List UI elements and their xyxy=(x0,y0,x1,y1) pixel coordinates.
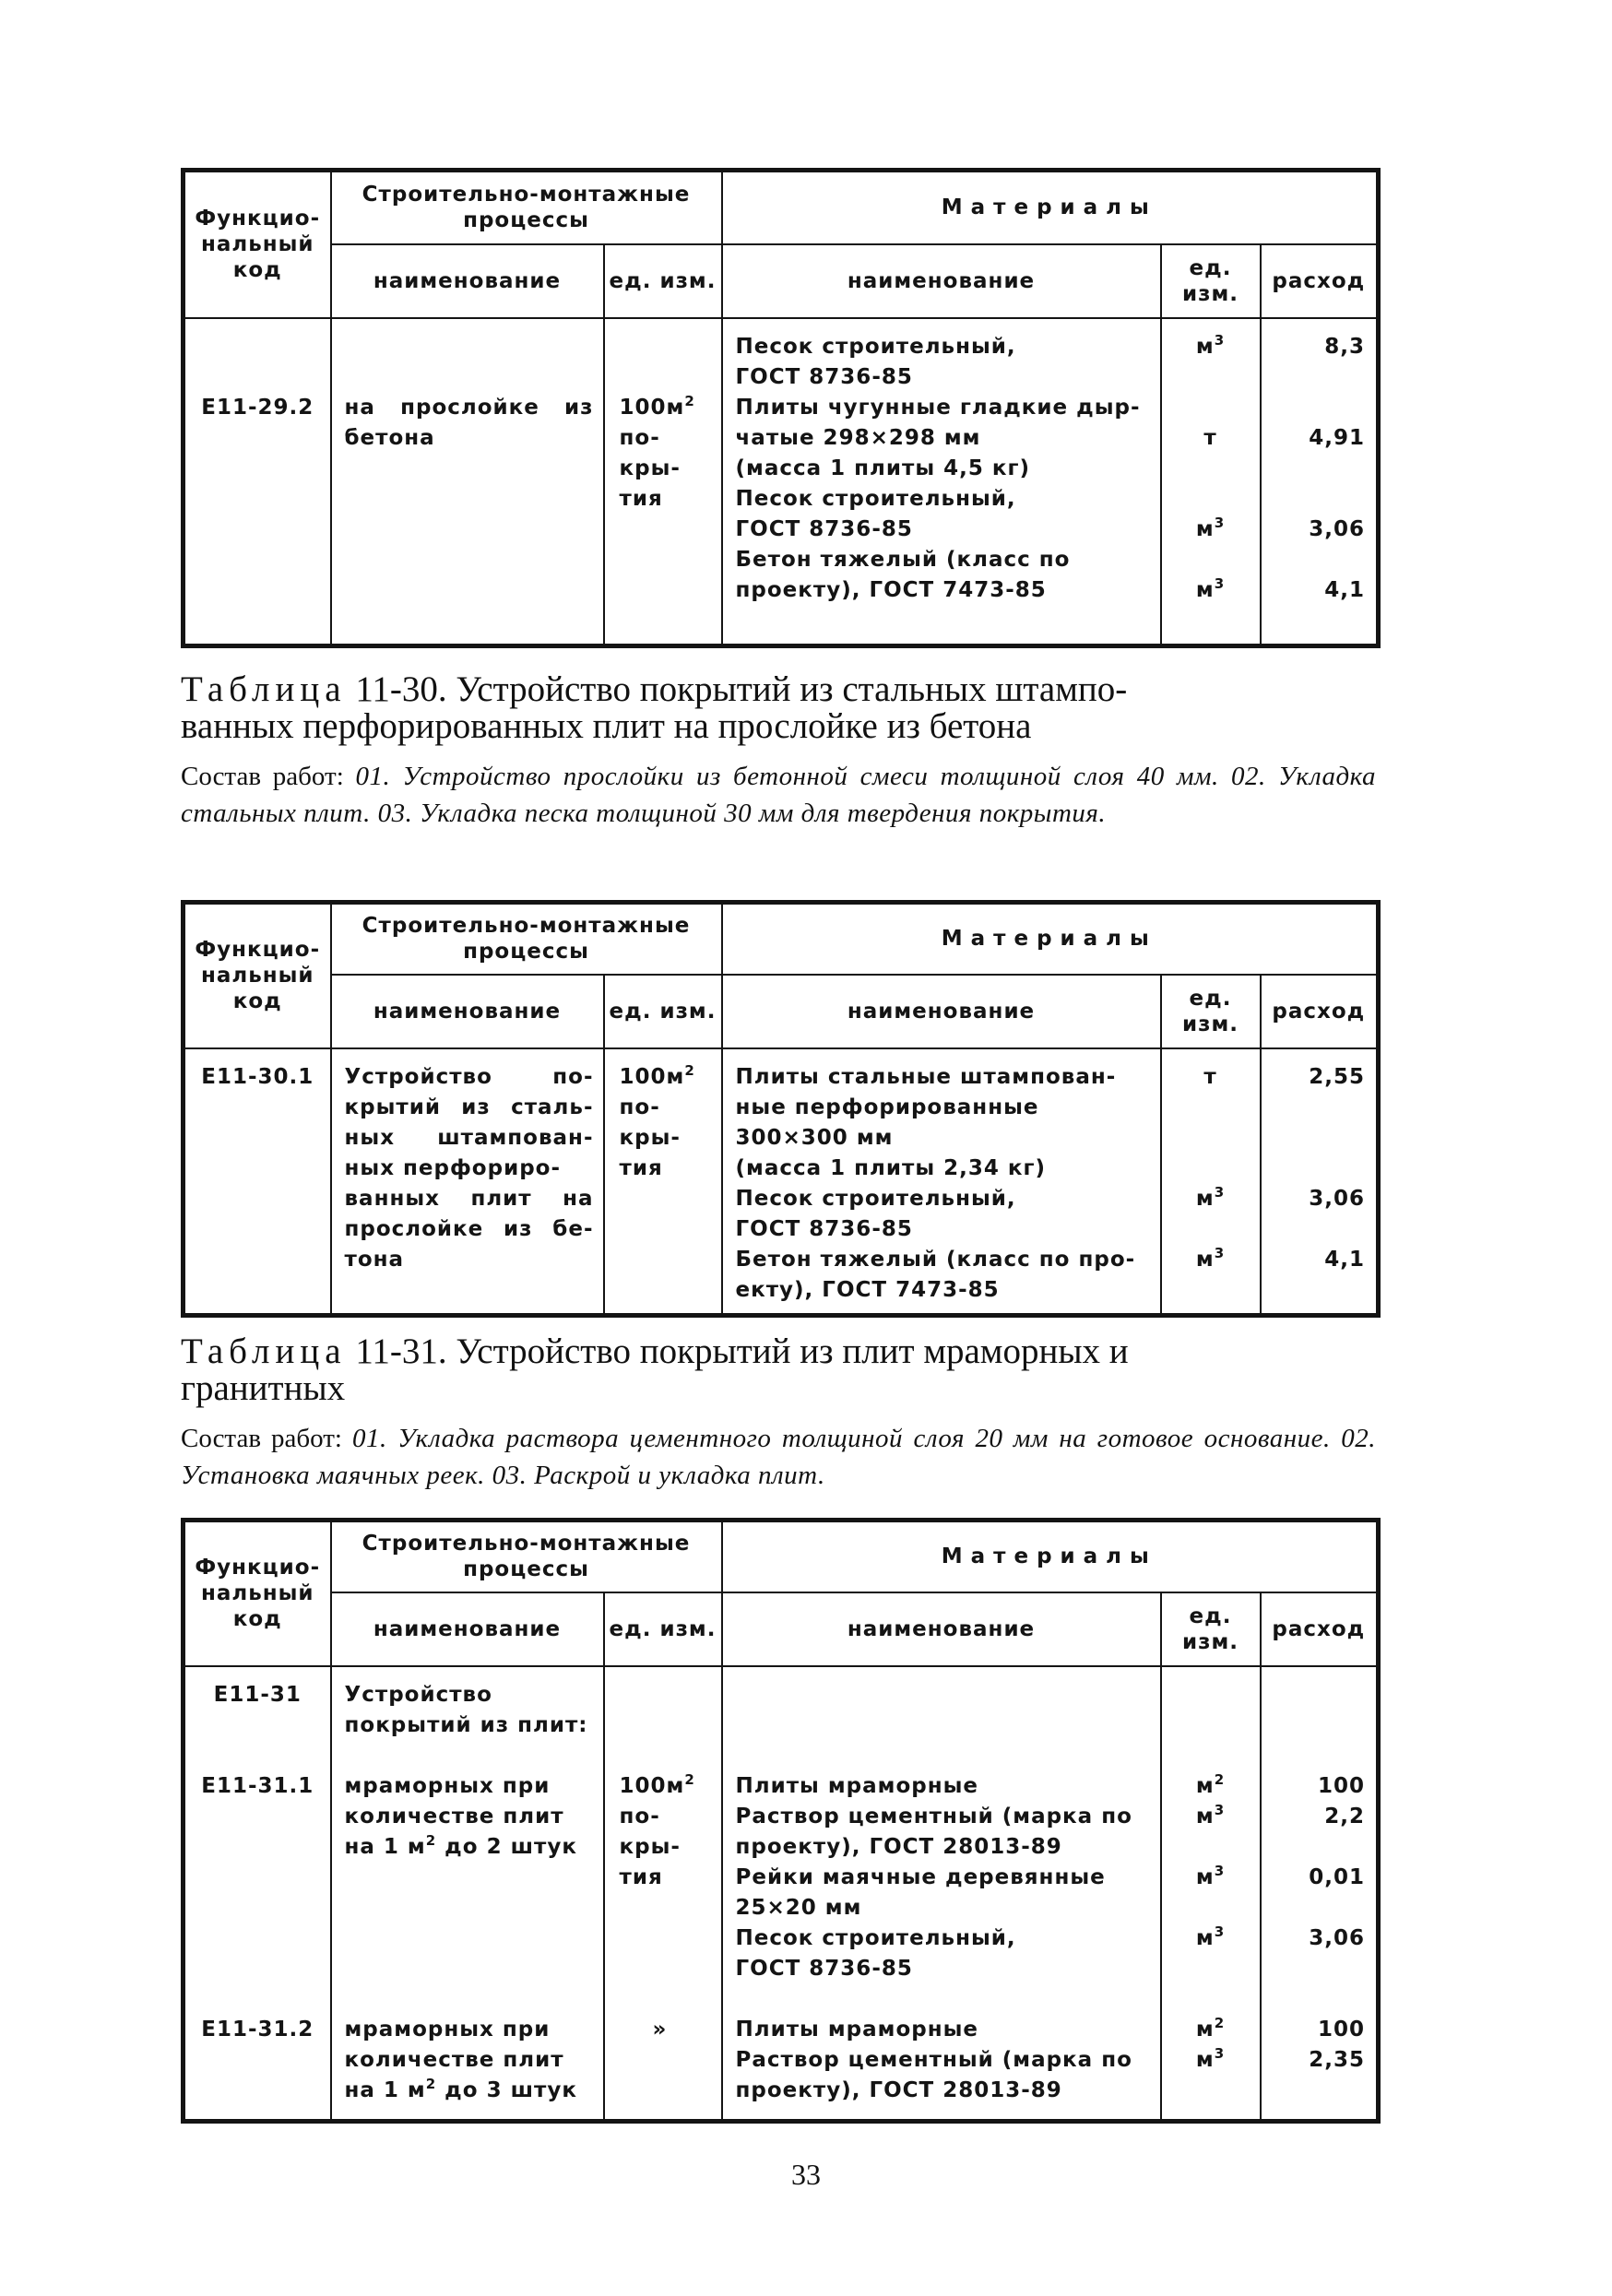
table-11-31 xyxy=(181,1518,1381,2124)
header-materials: Материалы xyxy=(722,1521,1379,1592)
row-code: Е11-29.2 xyxy=(184,318,331,646)
materials-list: Песок строительный, ГОСТ 8736-85 Плиты чугунные гладкие дыр- чатые 298×298 мм (масса 1 плиты 4,5 кг) Песок строительный, ГОСТ 8736-85 Бетон тяжелый (класс по проекту), ГОСТ 7473-85 xyxy=(722,318,1161,646)
row-process: Устройство по- крытий из сталь- ных штампован- ных перфориро- ванных плит на прослойке из бе- тона xyxy=(331,1048,604,1316)
header-code: Функцио-нальный код xyxy=(184,1521,331,1666)
row-process: на прослойке из бетона xyxy=(331,318,604,646)
header-process: Строительно-монтажные процессы xyxy=(331,903,722,975)
header-consumption: расход xyxy=(1261,975,1379,1048)
materials-units: т $м^3$ $м^3$ xyxy=(1161,1048,1261,1316)
materials-values: 2,55 3,06 4,1 xyxy=(1261,1048,1379,1316)
header-consumption: расход xyxy=(1261,244,1379,318)
header-process-unit: ед. изм. xyxy=(604,1592,722,1666)
table-11-31-title: Таблица 11-31. Устройство покрытий из плит мраморных и гранитных xyxy=(181,1331,1129,1408)
row-process-unit: $100м^2$ по- кры- тия xyxy=(604,318,722,646)
row-processes: Устройство покрытий из плит: мраморных при количестве плит на 1 $м^2$ до 2 штук мраморных при количестве плит на 1 $м^2$ до 3 штук xyxy=(331,1666,604,2122)
header-code: Функцио-нальный код xyxy=(184,171,331,318)
header-consumption: расход xyxy=(1261,1592,1379,1666)
header-materials: Материалы xyxy=(722,171,1379,244)
materials-units: $м^2$ $м^3$ $м^3$ $м^3$ $м^2$ $м^3$ xyxy=(1161,1666,1261,2122)
header-material-unit: ед. изм. xyxy=(1161,975,1261,1048)
header-process: Строительно-монтажные процессы xyxy=(331,171,722,244)
row-code: Е11-30.1 xyxy=(184,1048,331,1316)
table-11-30-title: Таблица 11-30. Устройство покрытий из стальных штампо- ванных перфорированных плит на прослойке из бетона xyxy=(181,669,1128,746)
table-11-30-composition: Состав работ: 01. Устройство прослойки из бетонной смеси толщиной слоя 40 мм. 02. Укладка стальных плит. 03. Укладка песка толщиной 30 мм для твердения покрытия. xyxy=(181,762,1376,828)
materials-list: Плиты мраморные Раствор цементный (марка по проекту), ГОСТ 28013-89 Рейки маячные деревянные 25×20 мм Песок строительный, ГОСТ 8736-85 Плиты мраморные Раствор цементный (марка по проекту), ГОСТ 28013-89 xyxy=(722,1666,1161,2122)
materials-values: 8,3 4,91 3,06 4,1 xyxy=(1261,318,1379,646)
header-material-name: наименование xyxy=(722,975,1161,1048)
row-codes: Е11-31 Е11-31.1 Е11-31.2 xyxy=(184,1666,331,2122)
header-process-name: наименование xyxy=(331,244,604,318)
header-material-unit: ед. изм. xyxy=(1161,1592,1261,1666)
header-code: Функцио-нальный код xyxy=(184,903,331,1048)
header-process-unit: ед. изм. xyxy=(604,975,722,1048)
header-process-name: наименование xyxy=(331,975,604,1048)
page-number: 33 xyxy=(791,2158,821,2191)
header-material-unit: ед. изм. xyxy=(1161,244,1261,318)
table-11-31-composition: Состав работ: 01. Укладка раствора цементного толщиной слоя 20 мм на готовое основание. 02. Установка маячных реек. 03. Раскрой и укладка плит. xyxy=(181,1424,1376,1490)
header-material-name: наименование xyxy=(722,244,1161,318)
materials-list: Плиты стальные штампован- ные перфорированные 300×300 мм (масса 1 плиты 2,34 кг) Песок строительный, ГОСТ 8736-85 Бетон тяжелый (класс по про- екту), ГОСТ 7473-85 xyxy=(722,1048,1161,1316)
row-process-units: $100м^2$ по- кры- тия » xyxy=(604,1666,722,2122)
materials-values: 100 2,2 0,01 3,06 100 2,35 xyxy=(1261,1666,1379,2122)
header-materials: Материалы xyxy=(722,903,1379,975)
materials-units: $м^3$ т $м^3$ $м^3$ xyxy=(1161,318,1261,646)
header-process-unit: ед. изм. xyxy=(604,244,722,318)
header-process-name: наименование xyxy=(331,1592,604,1666)
table-11-29 xyxy=(181,168,1381,648)
header-process: Строительно-монтажные процессы xyxy=(331,1521,722,1592)
row-process-unit: $100м^2$ по- кры- тия xyxy=(604,1048,722,1316)
table-11-30 xyxy=(181,900,1381,1318)
header-material-name: наименование xyxy=(722,1592,1161,1666)
